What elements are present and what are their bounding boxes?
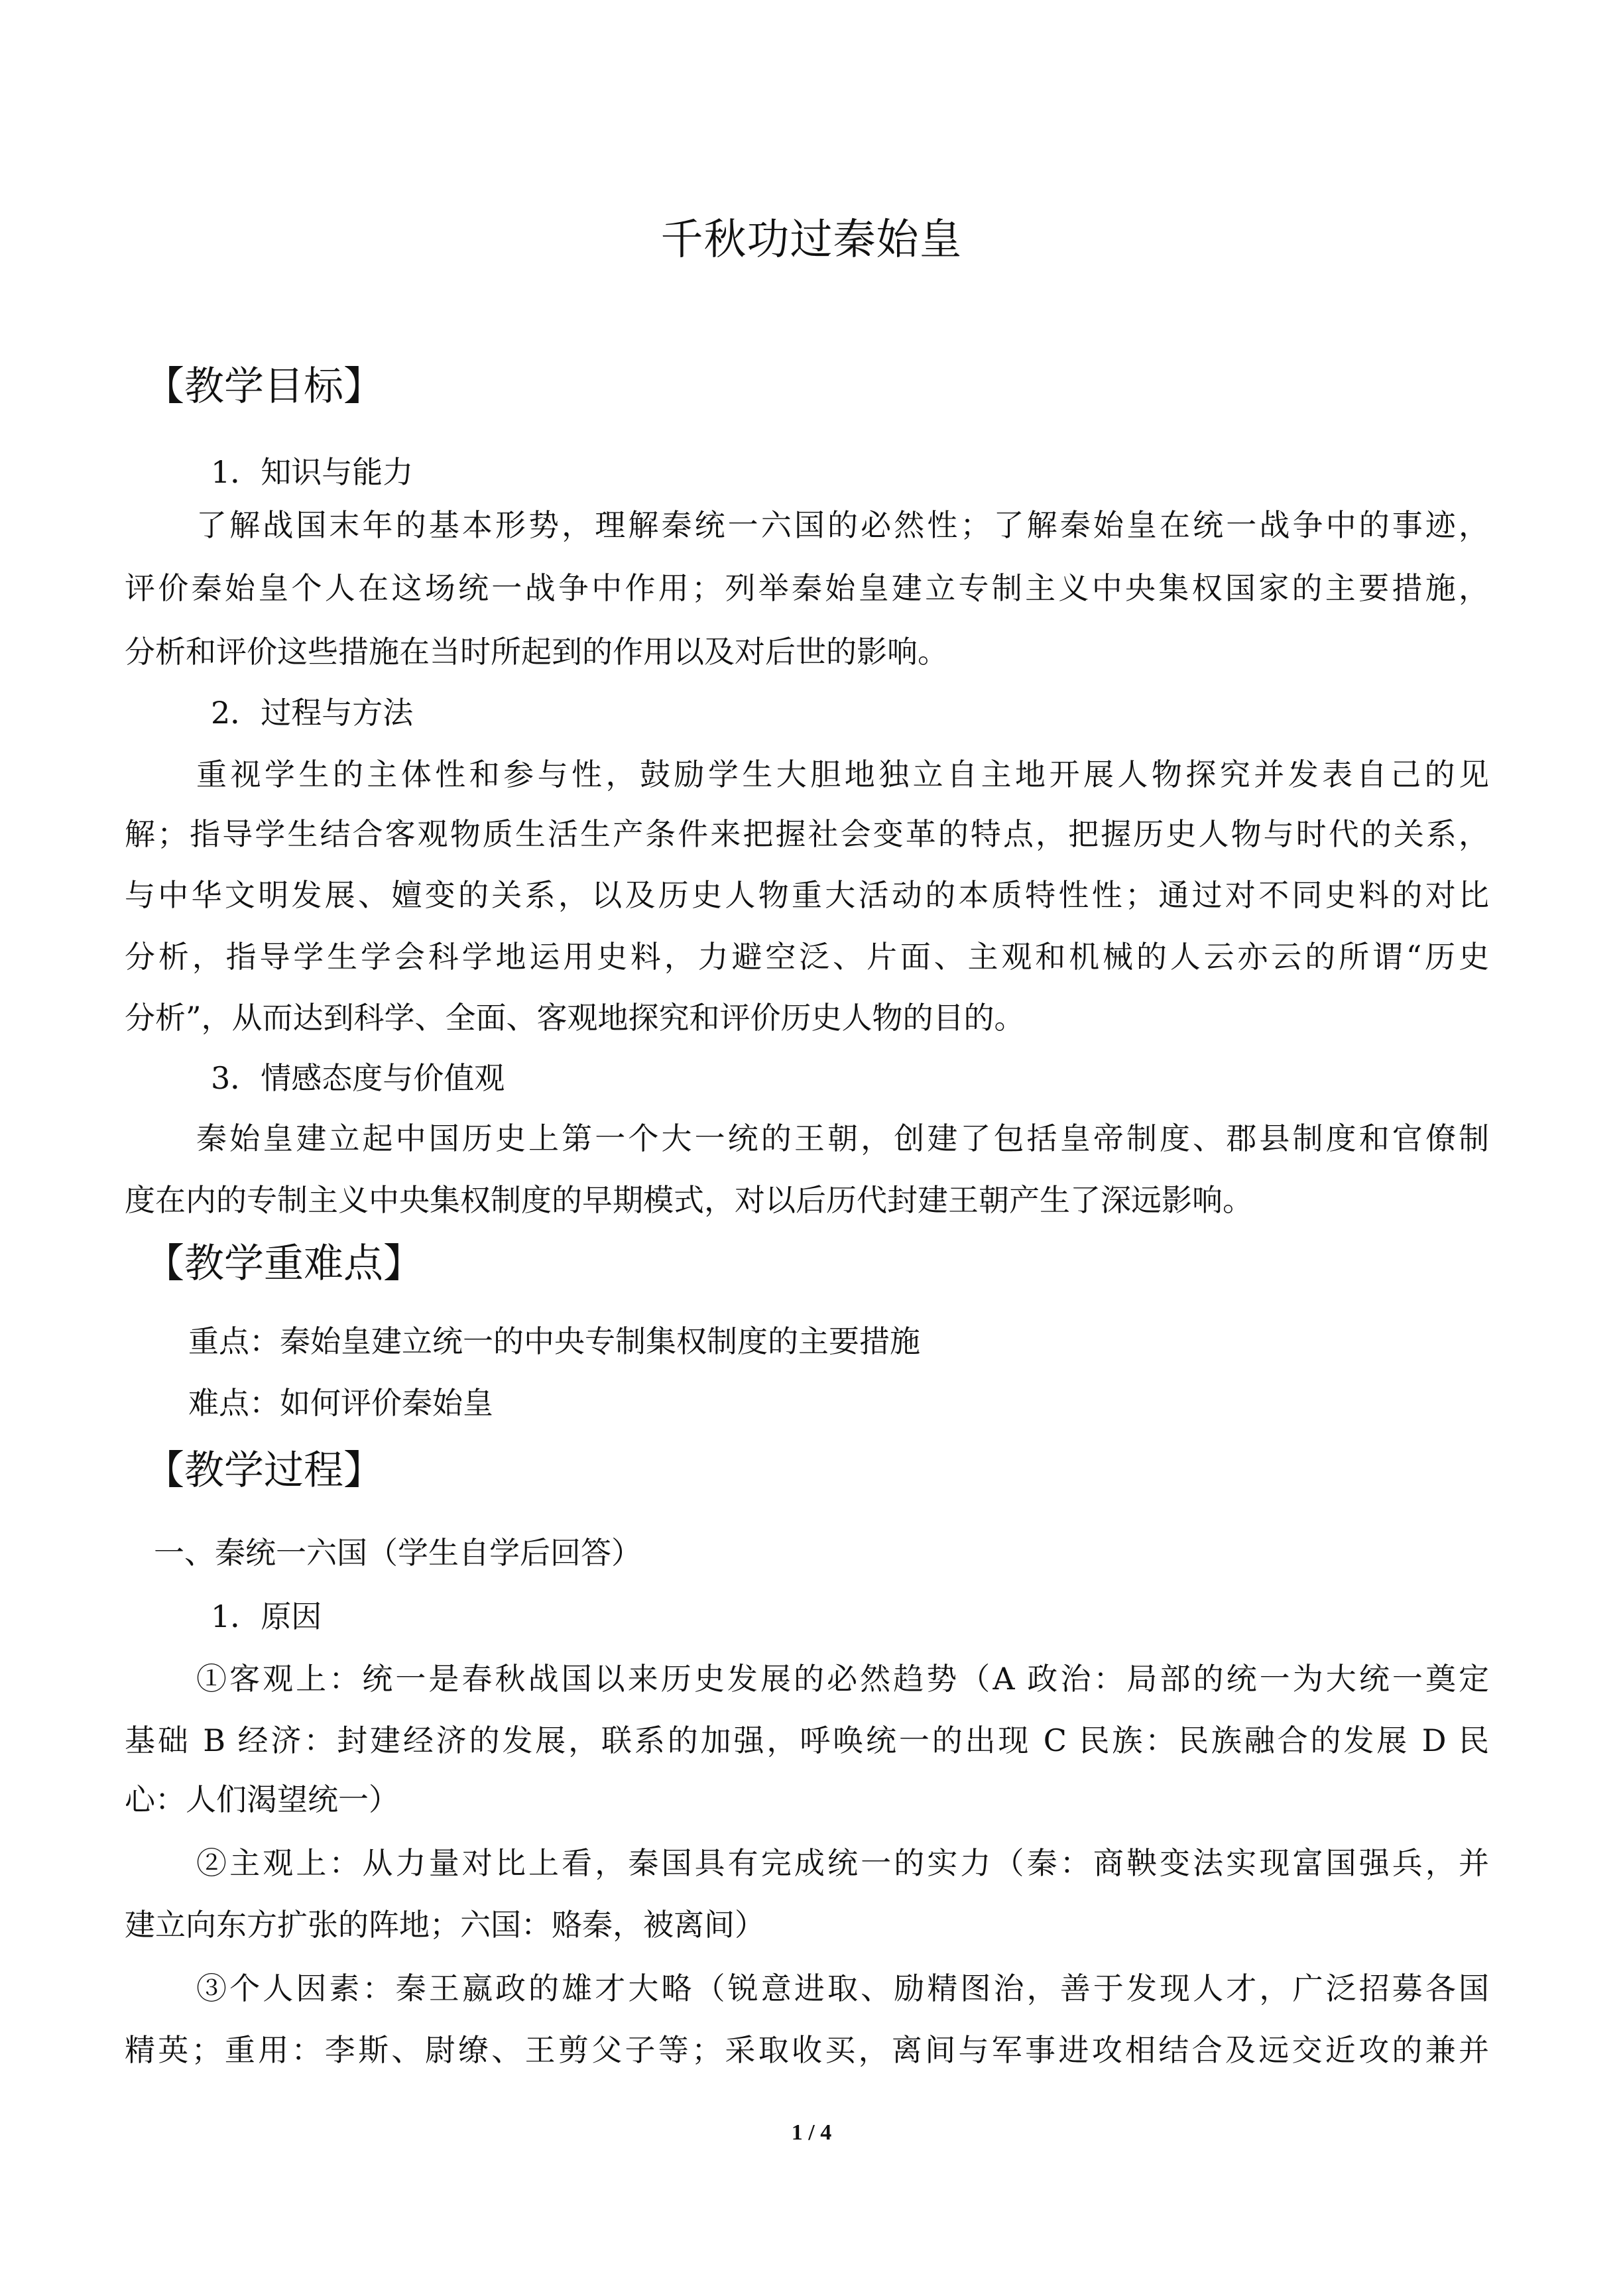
- subsection-label-values: 3．情感态度与价值观: [211, 1060, 505, 1096]
- paragraph-line: 心：人们渴望统一）: [125, 1782, 399, 1817]
- paragraph-line: 重视学生的主体性和参与性，鼓励学生大胆地独立自主地开展人物探究并发表自己的见: [196, 756, 1489, 792]
- paragraph-line: 分析”，从而达到科学、全面、客观地探究和评价历史人物的目的。: [125, 1000, 1025, 1036]
- paragraph-line: 评价秦始皇个人在这场统一战争中作用；列举秦始皇建立专制主义中央集权国家的主要措施，: [125, 570, 1489, 606]
- process-part-1: 一、秦统一六国（学生自学后回答）: [154, 1535, 642, 1571]
- paragraph-line: ②主观上：从力量对比上看，秦国具有完成统一的实力（秦：商鞅变法实现富国强兵，并: [196, 1845, 1489, 1881]
- paragraph-line: 建立向东方扩张的阵地；六国：赂秦，被离间）: [125, 1907, 765, 1943]
- paragraph-line: 分析和评价这些措施在当时所起到的作用以及对后世的影响。: [125, 634, 948, 670]
- section-heading-objectives: 【教学目标】: [145, 363, 383, 410]
- document-title: 千秋功过秦始皇: [660, 215, 963, 265]
- subsection-label-knowledge: 1．知识与能力: [211, 454, 414, 490]
- process-reason-label: 1．原因: [211, 1599, 322, 1634]
- key-point-difficulty: 难点：如何评价秦始皇: [188, 1385, 493, 1421]
- paragraph-line: ①客观上：统一是春秋战国以来历史发展的必然趋势（A 政治：局部的统一为大统一奠定: [196, 1661, 1489, 1697]
- paragraph-line: 解；指导学生结合客观物质生活生产条件来把握社会变革的特点，把握历史人物与时代的关系，: [125, 816, 1489, 852]
- paragraph-line: 了解战国末年的基本形势，理解秦统一六国的必然性；了解秦始皇在统一战争中的事迹，: [196, 507, 1489, 543]
- paragraph-line: 精英；重用：李斯、尉缭、王剪父子等；采取收买，离间与军事进攻相结合及远交近攻的兼并: [125, 2032, 1489, 2068]
- paragraph-line: 与中华文明发展、嬗变的关系，以及历史人物重大活动的本质特性性；通过对不同史料的对比: [125, 877, 1489, 913]
- paragraph-line: 秦始皇建立起中国历史上第一个大一统的王朝，创建了包括皇帝制度、郡县制度和官僚制: [196, 1120, 1489, 1156]
- subsection-label-process: 2．过程与方法: [211, 695, 414, 731]
- paragraph-line: ③个人因素：秦王嬴政的雄才大略（锐意进取、励精图治，善于发现人才，广泛招募各国: [196, 1970, 1489, 2006]
- paragraph-line: 分析，指导学生学会科学地运用史料，力避空泛、片面、主观和机械的人云亦云的所谓“历史: [125, 939, 1489, 975]
- page-number: 1 / 4: [791, 2120, 832, 2145]
- section-heading-process: 【教学过程】: [145, 1447, 383, 1494]
- paragraph-line: 度在内的专制主义中央集权制度的早期模式，对以后历代封建王朝产生了深远影响。: [125, 1182, 1253, 1218]
- key-point-focus: 重点：秦始皇建立统一的中央专制集权制度的主要措施: [188, 1323, 920, 1359]
- section-heading-key-points: 【教学重难点】: [145, 1240, 423, 1287]
- paragraph-line: 基础 B 经济：封建经济的发展，联系的加强，呼唤统一的出现 C 民族：民族融合的发展 D 民: [125, 1722, 1489, 1758]
